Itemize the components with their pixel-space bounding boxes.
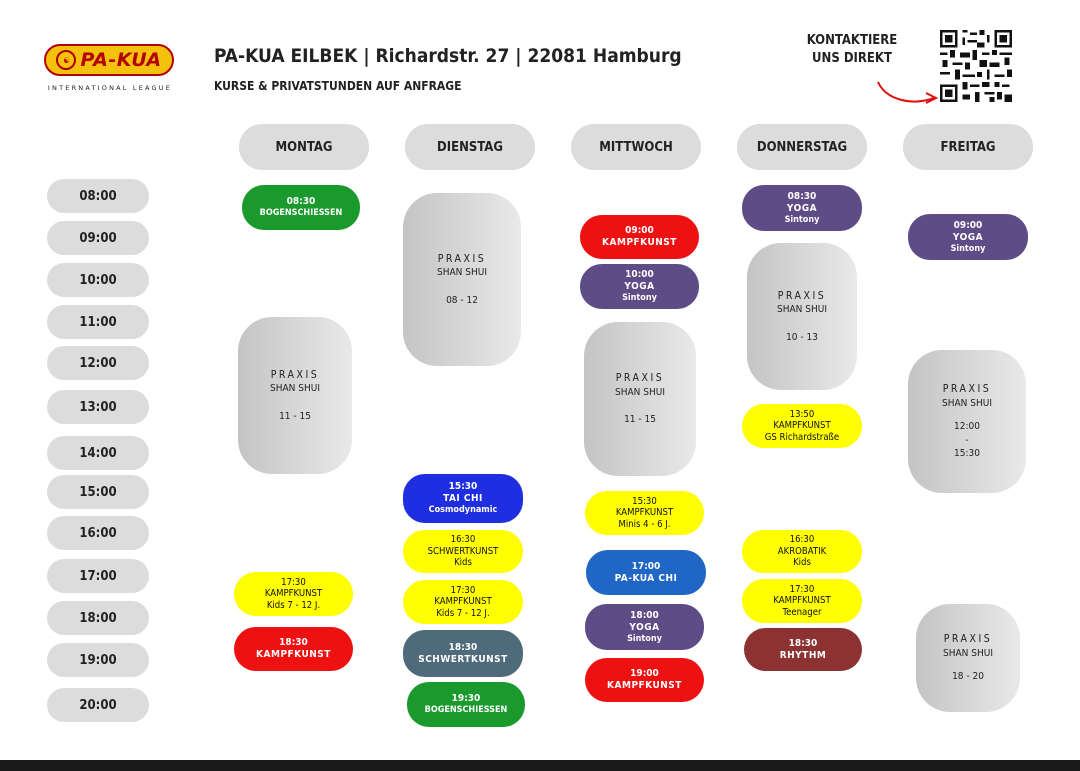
event-di-schwertkunst[interactable]: [403, 630, 523, 677]
event-note: Kids: [793, 557, 811, 569]
event-mo-praxis[interactable]: [238, 317, 352, 474]
event-note: Sintony: [950, 243, 986, 254]
event-time: 16:30: [789, 534, 815, 546]
time-slot: 16:00: [47, 516, 149, 550]
event-fr-yoga[interactable]: [908, 214, 1028, 260]
praxis-title: PRAXIS: [943, 633, 993, 646]
praxis-name: SHAN SHUI: [777, 304, 827, 316]
praxis-name: SHAN SHUI: [437, 267, 487, 279]
event-mi-kampfkunst-minis[interactable]: [585, 491, 704, 535]
event-name: KAMPFKUNST: [264, 588, 323, 600]
time-slot: 20:00: [47, 688, 149, 722]
event-time: 17:30: [789, 583, 815, 595]
event-mi-yoga-morning[interactable]: [580, 264, 699, 309]
event-name: YOGA: [629, 621, 660, 633]
arrow-icon: [872, 74, 942, 108]
event-time: 10:00: [625, 269, 654, 281]
contact-label: [790, 32, 914, 68]
time-slot: 17:00: [47, 559, 149, 593]
event-time: 15:30: [448, 481, 478, 493]
event-time: 09:00: [953, 219, 983, 231]
event-name: KAMPFKUNST: [773, 595, 831, 607]
event-mo-kampfkunst[interactable]: [234, 627, 353, 671]
praxis-name: SHAN SHUI: [615, 386, 665, 398]
event-do-rhythm[interactable]: [744, 628, 862, 671]
event-time: 18:30: [279, 637, 308, 648]
event-name: BOGENSCHIESSEN: [424, 705, 508, 716]
event-name: AKROBATIK: [777, 545, 827, 557]
event-time: 19:30: [451, 693, 481, 705]
time-slot: 10:00: [47, 263, 149, 297]
yin-yang-icon: ☯: [56, 50, 76, 70]
praxis-title: PRAXIS: [437, 252, 487, 265]
event-name: KAMPFKUNST: [256, 649, 331, 660]
day-header-monday: MONTAG: [239, 124, 369, 170]
praxis-title: PRAXIS: [942, 383, 992, 396]
event-mi-yoga-evening[interactable]: [585, 604, 704, 650]
event-time: 17:30: [450, 584, 476, 596]
praxis-hours: 11 - 15: [279, 410, 311, 422]
event-note: Kids 7 - 12 J.: [436, 607, 490, 619]
event-di-tai-chi[interactable]: [403, 474, 523, 523]
event-note: Minis 4 - 6 J.: [618, 518, 671, 530]
event-note: Teenager: [782, 606, 822, 618]
event-name: YOGA: [624, 281, 655, 293]
event-fr-praxis-afternoon[interactable]: [908, 350, 1026, 493]
event-do-yoga[interactable]: [742, 185, 862, 231]
praxis-name: SHAN SHUI: [270, 383, 320, 395]
praxis-hours: 08 - 12: [446, 294, 478, 306]
praxis-hours-to: 15:30: [954, 448, 980, 460]
event-di-schwertkunst-kids[interactable]: [403, 530, 523, 573]
event-time: 08:30: [286, 196, 316, 208]
event-mi-praxis[interactable]: [584, 322, 696, 476]
event-fr-praxis-evening[interactable]: [916, 604, 1020, 712]
event-time: 17:30: [281, 576, 306, 588]
time-slot: 18:00: [47, 601, 149, 635]
event-do-akrobatik[interactable]: [742, 530, 862, 573]
event-do-kampfkunst-teenager[interactable]: [742, 579, 862, 623]
event-note: Sintony: [627, 633, 662, 644]
praxis-hours: 10 - 13: [786, 331, 818, 343]
event-note: Cosmodynamic: [428, 505, 498, 516]
event-time: 19:00: [630, 668, 659, 679]
event-mi-kampfkunst-morning[interactable]: [580, 215, 699, 259]
time-slot: 12:00: [47, 346, 149, 380]
event-note: Sintony: [622, 293, 657, 304]
praxis-title: PRAXIS: [270, 368, 320, 381]
praxis-hours-dash: -: [965, 434, 969, 446]
praxis-title: PRAXIS: [615, 372, 665, 385]
day-header-friday: FREITAG: [903, 124, 1033, 170]
event-name: KAMPFKUNST: [773, 420, 831, 432]
event-name: SCHWERTKUNST: [418, 653, 508, 665]
event-mo-kampfkunst-kids[interactable]: [234, 572, 353, 616]
time-slot: 14:00: [47, 436, 149, 470]
time-slot: 11:00: [47, 305, 149, 339]
event-name: TAI CHI: [443, 493, 483, 505]
page-title: PA-KUA EILBEK | Richardstr. 27 | 22081 Hamburg: [214, 45, 682, 67]
page-subtitle: KURSE & PRIVATSTUNDEN AUF ANFRAGE: [214, 79, 462, 93]
event-time: 13:50: [789, 408, 815, 420]
event-name: KAMPFKUNST: [615, 507, 674, 519]
day-header-tuesday: DIENSTAG: [405, 124, 535, 170]
time-slot: 13:00: [47, 390, 149, 424]
time-slot: 19:00: [47, 643, 149, 677]
event-di-bogenschiessen[interactable]: [407, 682, 525, 727]
event-name: BOGENSCHIESSEN: [259, 208, 343, 219]
event-name: YOGA: [952, 231, 984, 243]
praxis-hours: 11 - 15: [624, 414, 656, 426]
praxis-hours: 18 - 20: [952, 671, 984, 683]
event-time: 17:00: [631, 560, 661, 572]
event-time: 16:30: [450, 534, 476, 546]
event-name: KAMPFKUNST: [602, 237, 677, 248]
time-slot: 08:00: [47, 179, 149, 213]
event-time: 18:30: [448, 641, 478, 653]
event-note: Kids: [454, 557, 472, 569]
event-time: 18:30: [788, 637, 818, 649]
event-name: PA-KUA CHI: [614, 572, 678, 584]
logo-text: PA-KUA: [80, 49, 162, 71]
event-mo-bogenschiessen[interactable]: [242, 185, 360, 230]
event-di-praxis[interactable]: [403, 193, 521, 366]
event-time: 18:00: [630, 609, 659, 621]
day-header-wednesday: MITTWOCH: [571, 124, 701, 170]
event-note: Kids 7 - 12 J.: [266, 599, 321, 611]
contact-line-2: UNS DIREKT: [812, 51, 892, 66]
event-name: KAMPFKUNST: [434, 596, 492, 608]
event-time: 09:00: [625, 225, 654, 236]
time-slot: 09:00: [47, 221, 149, 255]
event-name: SCHWERTKUNST: [427, 545, 499, 557]
event-di-kampfkunst-kids[interactable]: [403, 580, 523, 624]
event-time: 15:30: [632, 495, 657, 507]
contact-line-1: KONTAKTIERE: [806, 33, 898, 48]
event-note: GS Richardstraße: [764, 431, 840, 443]
praxis-name: SHAN SHUI: [943, 647, 993, 659]
day-header-thursday: DONNERSTAG: [737, 124, 867, 170]
praxis-hours-from: 12:00: [954, 421, 980, 433]
event-note: Sintony: [784, 214, 820, 225]
event-time: 08:30: [787, 190, 817, 202]
logo-subtitle: INTERNATIONAL LEAGUE: [47, 84, 173, 92]
event-name: YOGA: [786, 202, 818, 214]
footer-bar: [0, 760, 1080, 771]
event-mi-kampfkunst-evening[interactable]: [585, 658, 704, 702]
qr-code-icon[interactable]: [940, 30, 1012, 102]
praxis-title: PRAXIS: [777, 289, 827, 302]
pakua-logo: [44, 44, 174, 76]
event-do-praxis[interactable]: [747, 243, 857, 390]
event-name: KAMPFKUNST: [607, 680, 682, 691]
time-slot: 15:00: [47, 475, 149, 509]
event-name: RHYTHM: [779, 649, 827, 661]
event-do-kampfkunst-gs[interactable]: [742, 404, 862, 448]
praxis-name: SHAN SHUI: [942, 397, 992, 409]
event-mi-pakua-chi[interactable]: [586, 550, 706, 595]
